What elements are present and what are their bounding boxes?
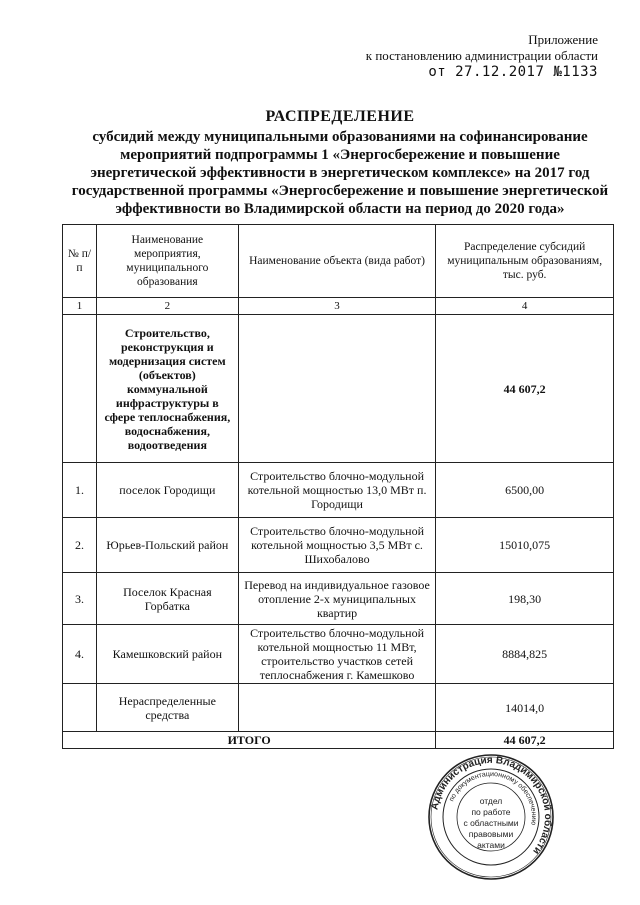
- row-municipality: Юрьев-Польский район: [96, 518, 238, 573]
- table-row: [63, 684, 614, 732]
- row-number: 2.: [63, 518, 97, 573]
- row-object: Строительство блочно-модульной котельной мощностью 11 МВт, строительство участков сетей теплоснабжения г. Камешково: [238, 625, 436, 684]
- document-title: [60, 108, 620, 218]
- appendix-block: [298, 32, 598, 80]
- total-label: ИТОГО: [63, 732, 436, 749]
- total-amount: 44 607,2: [436, 732, 614, 749]
- office-stamp: [426, 752, 556, 882]
- title-line-3: энергетической эффективности в энергетическом комплексе» на 2017 год: [90, 165, 590, 181]
- table-row: [63, 573, 614, 625]
- column-number: 3: [238, 298, 436, 315]
- section-row: [63, 315, 614, 463]
- stamp-ring-text: Администрация Владимирской области: [429, 754, 554, 857]
- stamp-line: отдел: [479, 796, 503, 806]
- stamp-line: актами: [477, 840, 505, 850]
- row-amount: 15010,075: [436, 518, 614, 573]
- title-line-2: мероприятий подпрограммы 1 «Энергосбережение и повышение: [120, 147, 560, 163]
- title-main: РАСПРЕДЕЛЕНИЕ: [265, 108, 415, 125]
- table-row: [63, 625, 614, 684]
- stamp-ring-inner-text: по документационному обеспечению: [448, 770, 538, 826]
- total-row: [63, 732, 614, 749]
- column-number-row: [63, 298, 614, 315]
- header-number: № п/п: [63, 225, 97, 298]
- table-header-row: [63, 225, 614, 298]
- column-number: 4: [436, 298, 614, 315]
- stamp-line: с областными: [463, 818, 519, 828]
- title-line-4: государственной программы «Энергосбережение и повышение энергетической: [71, 183, 609, 199]
- header-object: Наименование объекта (вида работ): [238, 225, 436, 298]
- row-object: [238, 684, 436, 732]
- title-line-1: субсидий между муниципальными образованиями на софинансирование: [92, 129, 588, 145]
- row-object: Строительство блочно-модульной котельной мощностью 3,5 МВт с. Шихобалово: [238, 518, 436, 573]
- row-amount: 14014,0: [436, 684, 614, 732]
- appendix-date: от 27.12.2017 №1133: [428, 64, 598, 80]
- row-municipality: Поселок Красная Горбатка: [96, 573, 238, 625]
- header-municipality: Наименование мероприятия, муниципального образования: [96, 225, 238, 298]
- section-number: [63, 315, 97, 463]
- appendix-title: Приложение: [528, 32, 598, 47]
- header-amount: Распределение субсидий муниципальным образованиям, тыс. руб.: [436, 225, 614, 298]
- title-line-5: эффективности во Владимирской области на период до 2020 года»: [115, 201, 565, 217]
- stamp-line: правовыми: [468, 829, 514, 839]
- row-amount: 6500,00: [436, 463, 614, 518]
- section-object: [238, 315, 436, 463]
- row-municipality: Нераспределенные средства: [96, 684, 238, 732]
- row-object: Перевод на индивидуальное газовое отопление 2-х муниципальных квартир: [238, 573, 436, 625]
- section-name: Строительство, реконструкция и модернизация систем (объектов) коммунальной инфраструктуры в сфере теплоснабжения, водоснабжения, водоотведения: [96, 315, 238, 463]
- section-amount: 44 607,2: [436, 315, 614, 463]
- table-row: [63, 518, 614, 573]
- row-amount: 8884,825: [436, 625, 614, 684]
- row-municipality: поселок Городищи: [96, 463, 238, 518]
- stamp-line: по работе: [471, 807, 511, 817]
- row-amount: 198,30: [436, 573, 614, 625]
- column-number: 1: [63, 298, 97, 315]
- subsidy-table: [62, 224, 614, 749]
- column-number: 2: [96, 298, 238, 315]
- table-row: [63, 463, 614, 518]
- row-number: [63, 684, 97, 732]
- appendix-reference: к постановлению администрации области: [365, 48, 598, 63]
- row-number: 3.: [63, 573, 97, 625]
- row-object: Строительство блочно-модульной котельной мощностью 13,0 МВт п. Городищи: [238, 463, 436, 518]
- row-number: 4.: [63, 625, 97, 684]
- row-number: 1.: [63, 463, 97, 518]
- stamp-center-text: [426, 796, 556, 851]
- row-municipality: Камешковский район: [96, 625, 238, 684]
